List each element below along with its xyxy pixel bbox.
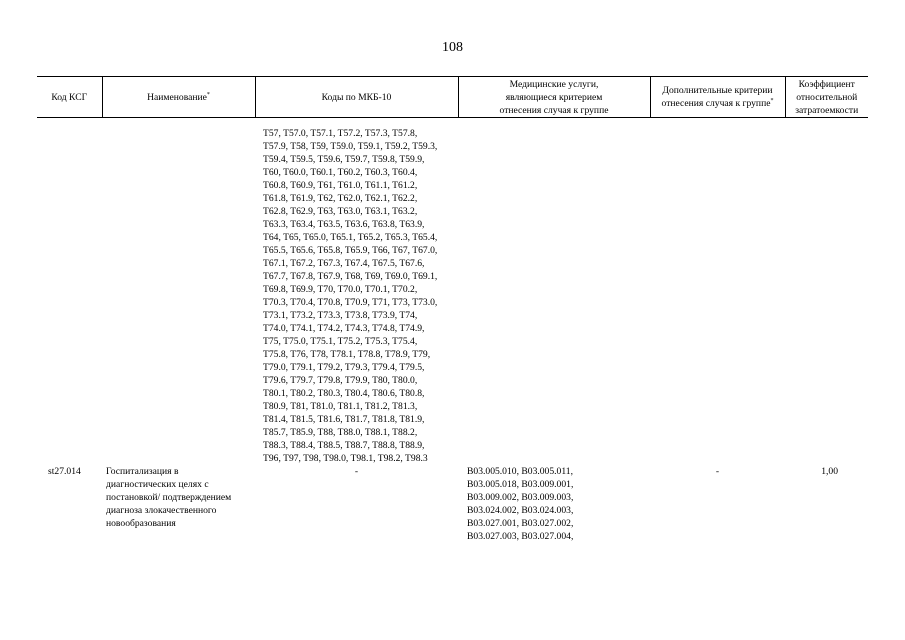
header-services: Медицинские услуги, являющиеся критерием отнесения случая к группе [458, 77, 650, 118]
service-code-line: B03.027.001, B03.027.002, [467, 518, 574, 529]
mkb-code-line: T59.4, T59.5, T59.6, T59.7, T59.8, T59.9, [263, 154, 425, 165]
mkb-code-line: T62.8, T62.9, T63, T63.0, T63.1, T63.2, [263, 206, 418, 217]
mkb-code-line: T80.1, T80.2, T80.3, T80.4, T80.6, T80.8, [263, 388, 425, 399]
service-code-line: B03.027.003, B03.027.004, [467, 531, 574, 542]
ksg-name-line: постановкой/ подтверждением [106, 492, 232, 503]
mkb-code-line: T60, T60.0, T60.1, T60.2, T60.3, T60.4, [263, 167, 418, 178]
mkb-code-line: T63.3, T63.4, T63.5, T63.6, T63.8, T63.9, [263, 219, 425, 230]
mkb-codes: - [354, 466, 359, 477]
mkb-code-line: T57, T57.0, T57.1, T57.2, T57.3, T57.8, [263, 128, 418, 139]
header-mkb: Коды по МКБ-10 [255, 77, 458, 118]
table-row [37, 465, 868, 543]
mkb-code-line: T75.8, T76, T78, T78.1, T78.8, T78.9, T79, [263, 349, 431, 360]
mkb-code-line: T80.9, T81, T81.0, T81.1, T81.2, T81.3, [263, 401, 418, 412]
mkb-code-line: T79.0, T79.1, T79.2, T79.3, T79.4, T79.5, [263, 362, 425, 373]
mkb-code-line: T74.0, T74.1, T74.2, T74.3, T74.8, T74.9, [263, 323, 425, 334]
mkb-code-line: T75, T75.0, T75.1, T75.2, T75.3, T75.4, [263, 336, 418, 347]
mkb-code-line: T70.3, T70.4, T70.8, T70.9, T71, T73, T73.0, [263, 297, 438, 308]
mkb-code-line: T67.7, T67.8, T67.9, T68, T69, T69.0, T69.1, [263, 271, 438, 282]
header-name: Наименование* [102, 77, 255, 118]
mkb-code-line: T88.3, T88.4, T88.5, T88.7, T88.8, T88.9, [263, 440, 425, 451]
ksg-name-line: диагноза злокачественного [106, 505, 217, 516]
mkb-code-line: T81.4, T81.5, T81.6, T81.7, T81.8, T81.9, [263, 414, 425, 425]
mkb-code-line: T79.6, T79.7, T79.8, T79.9, T80, T80.0, [263, 375, 418, 386]
mkb-code-line: T69.8, T69.9, T70, T70.0, T70.1, T70.2, [263, 284, 418, 295]
mkb-code-line: T73.1, T73.2, T73.3, T73.8, T73.9, T74, [263, 310, 418, 321]
mkb-code-line: T64, T65, T65.0, T65.1, T65.2, T65.3, T65.4, [263, 232, 438, 243]
medical-services [458, 465, 650, 543]
service-code-line: B03.005.010, B03.005.011, [467, 466, 573, 477]
page-number: 108 [442, 40, 463, 55]
mkb-code-line: T60.8, T60.9, T61, T61.0, T61.1, T61.2, [263, 180, 418, 191]
additional-criteria: - [715, 466, 720, 477]
mkb-code-line: T85.7, T85.9, T88, T88.0, T88.1, T88.2, [263, 427, 418, 438]
mkb-code-line: T61.8, T61.9, T62, T62.0, T62.1, T62.2, [263, 193, 418, 204]
ksg-code: st27.014 [48, 466, 81, 477]
ksg-name-line: новообразования [106, 518, 176, 529]
service-code-line: B03.009.002, B03.009.003, [467, 492, 574, 503]
service-code-line: B03.005.018, B03.009.001, [467, 479, 574, 490]
ksg-name [102, 465, 255, 543]
coefficient: 1,00 [821, 466, 838, 477]
table-row-continuation [37, 127, 868, 465]
header-code: Код КСГ [37, 77, 102, 118]
mkb-code-list [255, 127, 458, 465]
table-header-row [37, 77, 868, 118]
mkb-code-line: T67.1, T67.2, T67.3, T67.4, T67.5, T67.6, [263, 258, 425, 269]
header-criteria: Дополнительные критерии отнесения случая к группе* [650, 77, 785, 118]
mkb-code-line: T96, T97, T98, T98.0, T98.1, T98.2, T98.3 [263, 453, 428, 464]
ksg-table [37, 76, 868, 543]
ksg-name-line: диагностических целях с [106, 479, 209, 490]
ksg-name-line: Госпитализация в [106, 466, 179, 477]
service-code-line: B03.024.002, B03.024.003, [467, 505, 574, 516]
mkb-code-line: T57.9, T58, T59, T59.0, T59.1, T59.2, T59.3, [263, 141, 438, 152]
header-coef: Коэффициент относительной затратоемкости [785, 77, 868, 118]
mkb-code-line: T65.5, T65.6, T65.8, T65.9, T66, T67, T67.0, [263, 245, 438, 256]
